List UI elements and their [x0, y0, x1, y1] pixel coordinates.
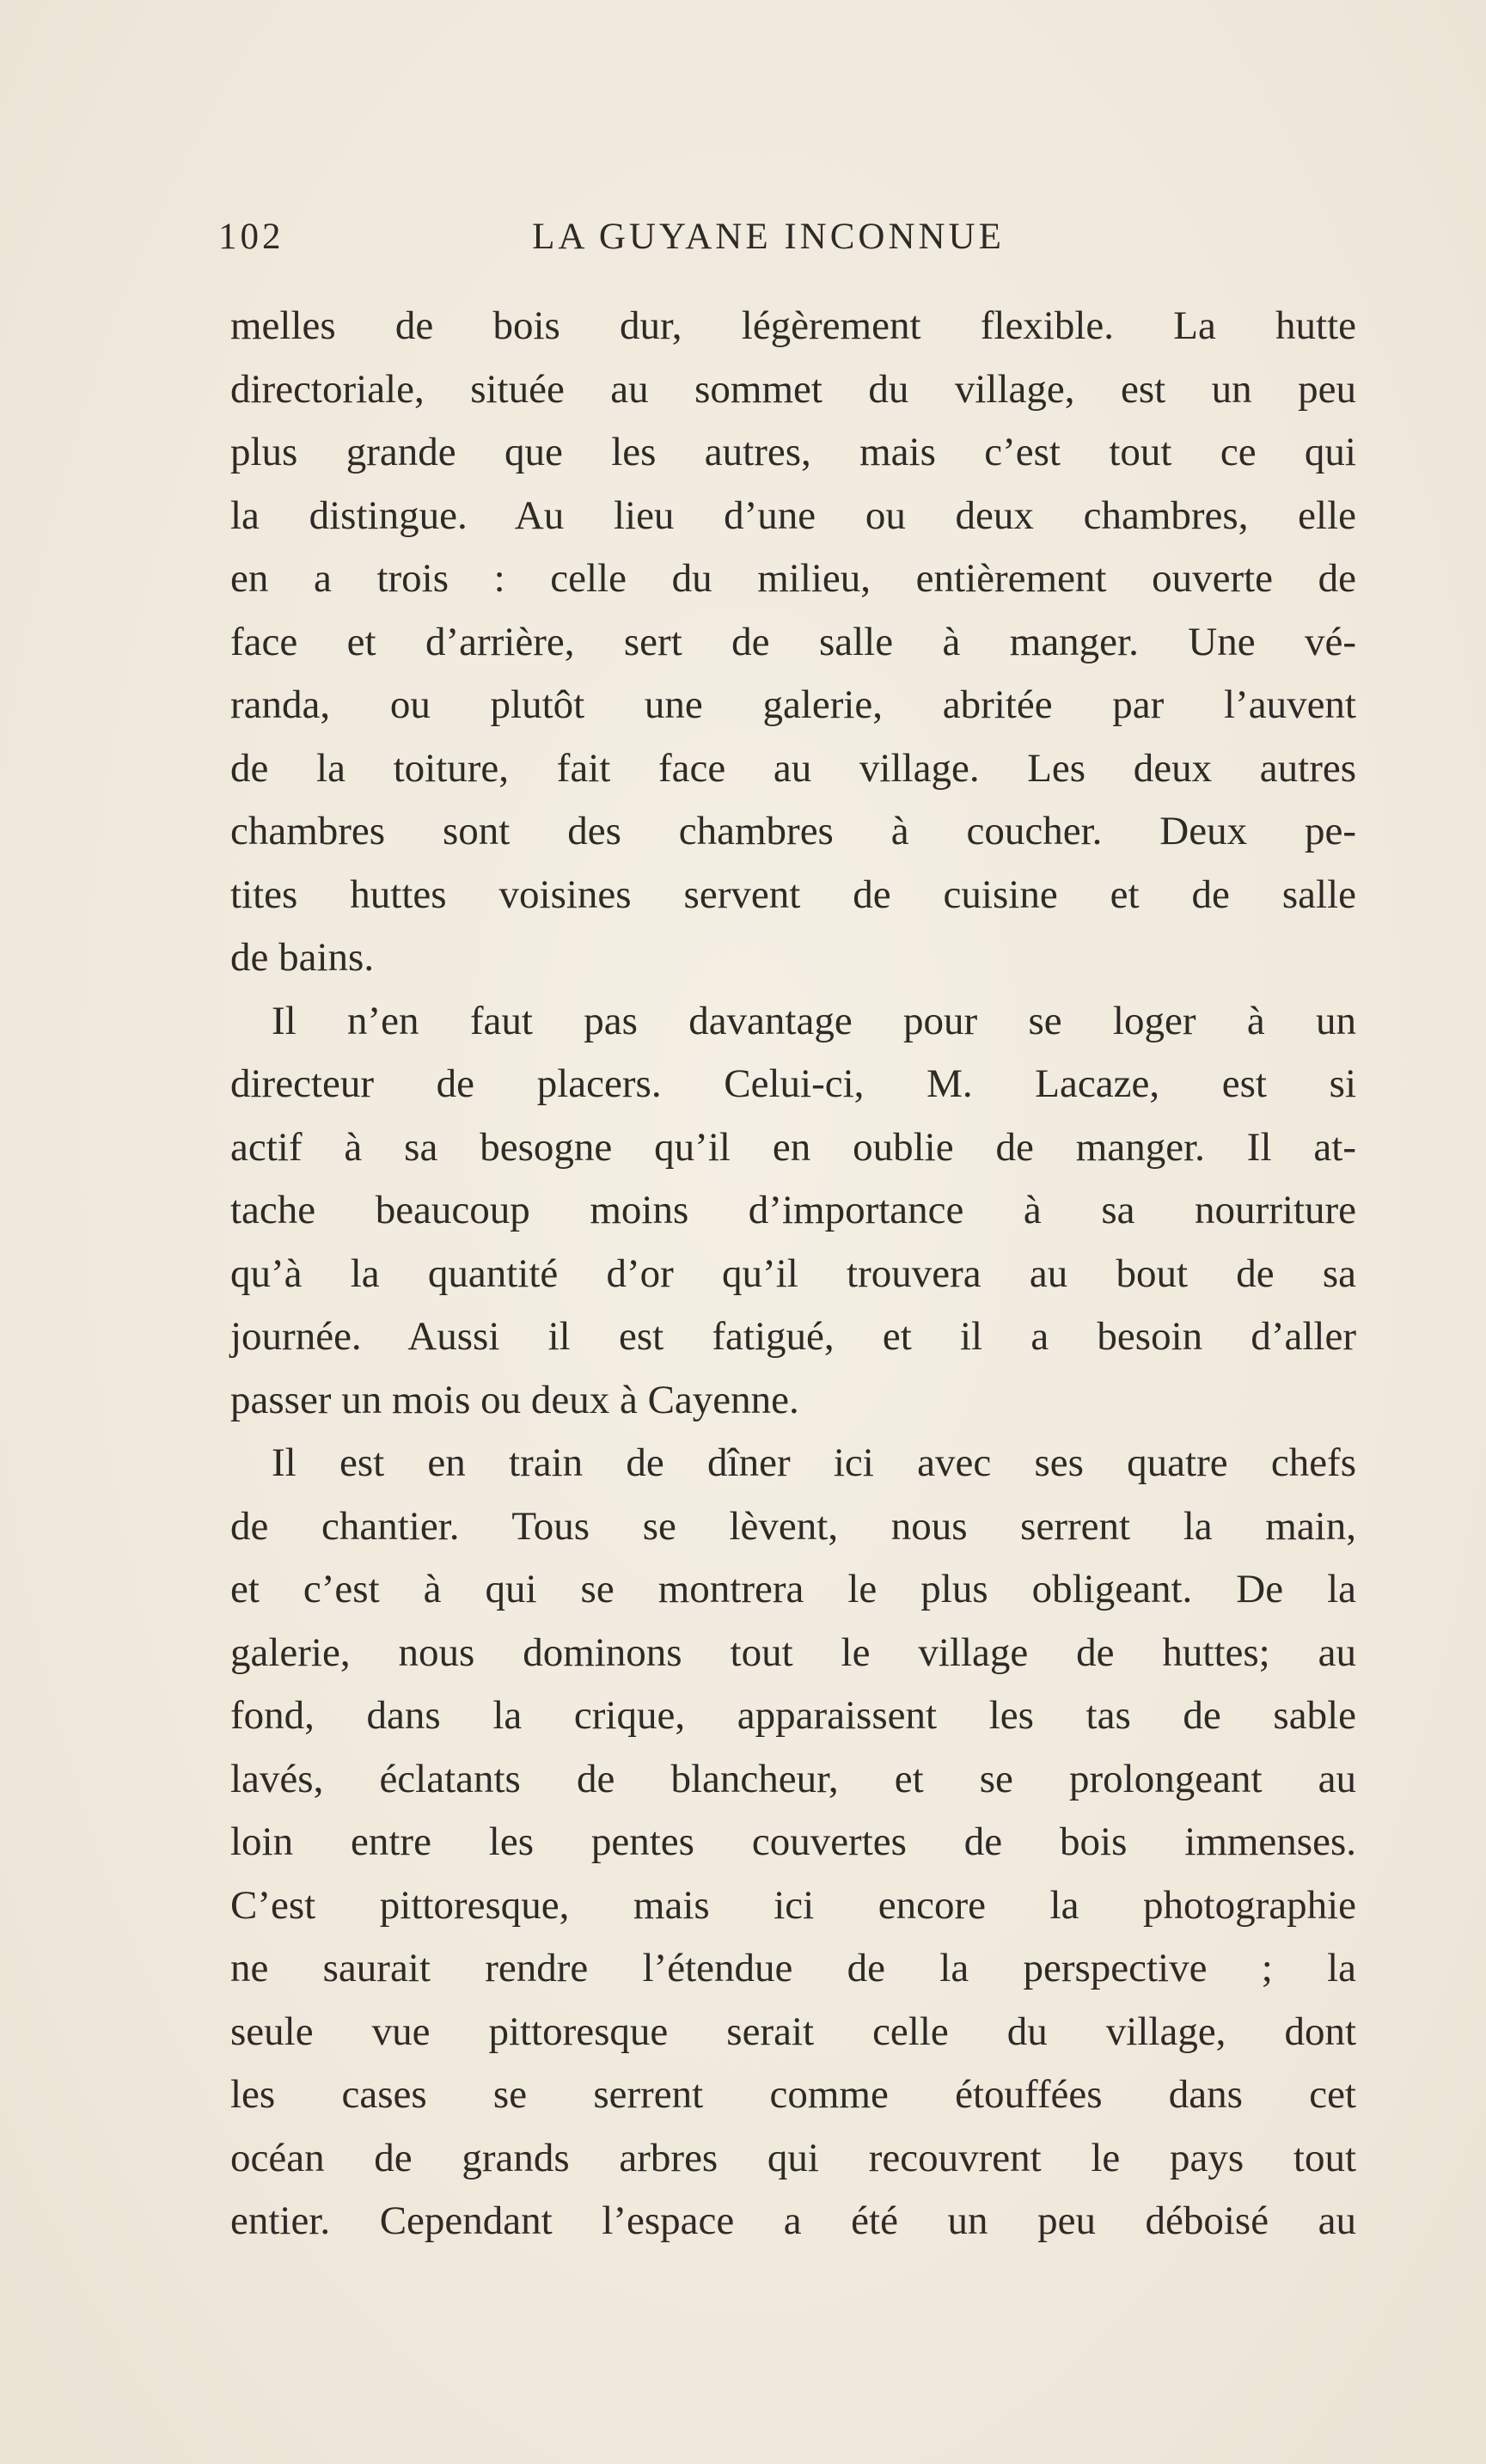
text-line: tites huttes voisines servent de cuisine et de salle — [230, 871, 1356, 917]
text-line: face et d’arrière, sert de salle à manger. Une vé- — [230, 619, 1356, 664]
body-text — [230, 295, 1356, 2253]
text-line: C’est pittoresque, mais ici encore la photographie — [230, 1882, 1356, 1928]
running-head — [218, 211, 1284, 263]
text-line: de bains. — [230, 935, 375, 980]
text-line: passer un mois ou deux à Cayenne. — [230, 1377, 799, 1422]
text-line: de chantier. Tous se lèvent, nous serrent la main, — [230, 1503, 1356, 1549]
text-line: et c’est à qui se montrera le plus obligeant. De la — [230, 1567, 1356, 1611]
text-line: chambres sont des chambres à coucher. Deux pe- — [230, 809, 1356, 853]
running-title: LA GUYANE INCONNUE — [532, 217, 1005, 257]
text-line: les cases se serrent comme étouffées dans cet — [230, 2072, 1356, 2117]
text-line: directoriale, située au sommet du village, est un peu — [230, 366, 1356, 412]
text-line: fond, dans la crique, apparaissent les tas de sable — [230, 1693, 1356, 1738]
text-line: lavés, éclatants de blancheur, et se prolongeant au — [230, 1756, 1356, 1801]
text-line: entier. Cependant l’espace a été un peu déboisé au — [230, 2198, 1356, 2243]
text-line: randa, ou plutôt une galerie, abritée par l’auvent — [230, 682, 1356, 727]
text-line: loin entre les pentes couvertes de bois immenses. — [230, 1819, 1356, 1864]
text-line: Il n’en faut pas davantage pour se loger à un — [272, 998, 1356, 1043]
text-line: actif à sa besogne qu’il en oublie de manger. Il at- — [230, 1124, 1356, 1170]
text-line: océan de grands arbres qui recouvrent le pays tout — [230, 2135, 1356, 2180]
text-line: seule vue pittoresque serait celle du village, dont — [230, 2008, 1356, 2054]
text-line: plus grande que les autres, mais c’est tout ce qui — [230, 430, 1356, 474]
page-number: 102 — [218, 217, 284, 257]
text-line: la distingue. Au lieu d’une ou deux chambres, elle — [230, 492, 1356, 538]
text-line: tache beaucoup moins d’importance à sa nourriture — [230, 1188, 1356, 1232]
text-line: journée. Aussi il est fatigué, et il a besoin d’aller — [230, 1314, 1356, 1359]
text-line: de la toiture, fait face au village. Les deux autres — [230, 745, 1356, 791]
text-line: Il est en train de dîner ici avec ses quatre chefs — [272, 1440, 1356, 1485]
text-line: ne saurait rendre l’étendue de la perspective ; la — [230, 1946, 1356, 1990]
text-line: melles de bois dur, légèrement flexible. La hutte — [230, 303, 1356, 348]
text-line: directeur de placers. Celui-ci, M. Lacaze, est si — [230, 1061, 1356, 1106]
text-line: en a trois : celle du milieu, entièrement ouverte de — [230, 556, 1356, 601]
text-line: qu’à la quantité d’or qu’il trouvera au bout de sa — [230, 1250, 1356, 1296]
text-line: galerie, nous dominons tout le village de huttes; au — [230, 1629, 1356, 1675]
